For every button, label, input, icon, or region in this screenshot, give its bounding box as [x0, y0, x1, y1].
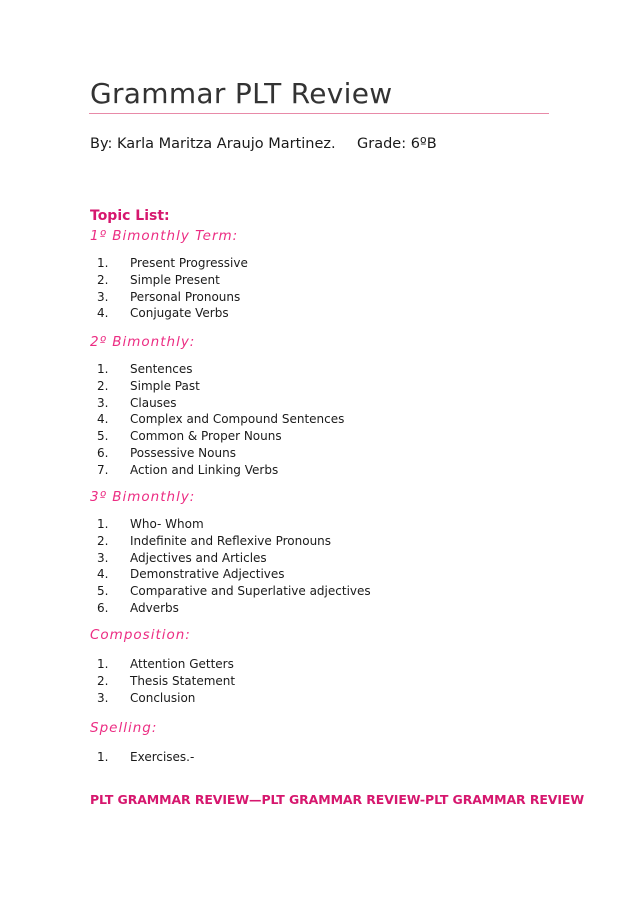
list-item-text: Adjectives and Articles — [130, 550, 267, 565]
list-item — [97, 462, 344, 479]
list-item-text: Sentences — [130, 362, 193, 376]
list-item-text: Simple Past — [130, 378, 200, 393]
list-item — [97, 533, 371, 550]
list-item-text: Common & Proper Nouns — [130, 429, 282, 444]
list-item-text: Complex and Compound Sentences — [130, 412, 345, 427]
list-item-number: 2. — [97, 673, 109, 688]
list-item-number: 3. — [97, 395, 109, 410]
list-item-text: Demonstrative Adjectives — [130, 567, 285, 582]
list-item-number: 7. — [97, 462, 109, 477]
list-item-number: 5. — [97, 584, 109, 599]
list-item-number: 1. — [97, 517, 109, 531]
list-item-number: 5. — [97, 429, 109, 444]
list-item-text: Present Progressive — [130, 256, 248, 270]
list-item-number: 4. — [97, 306, 109, 321]
list-item — [97, 378, 344, 395]
list-item-number: 3. — [97, 550, 109, 565]
list-item — [97, 749, 194, 766]
topic-list-heading: Topic List: — [90, 208, 170, 224]
list-item-text: Indefinite and Reflexive Pronouns — [130, 533, 332, 548]
section-heading-3rd-bimonthly: 3º Bimonthly: — [90, 489, 196, 505]
topic-list-composition — [97, 656, 235, 706]
list-item-number: 6. — [97, 600, 109, 615]
list-item — [97, 690, 235, 707]
list-item — [97, 272, 248, 289]
section-heading-2nd-bimonthly: 2º Bimonthly: — [90, 334, 196, 350]
author-byline: By: Karla Maritza Araujo Martinez. — [90, 136, 336, 152]
list-item-number: 1. — [97, 362, 109, 376]
list-item — [97, 516, 371, 533]
list-item-number: 2. — [97, 533, 109, 548]
list-item-number: 3. — [97, 289, 109, 304]
list-item-number: 1. — [97, 750, 109, 764]
list-item-number: 2. — [97, 378, 109, 393]
list-item-number: 4. — [97, 567, 109, 582]
list-item — [97, 550, 371, 567]
list-item — [97, 673, 235, 690]
list-item-text: Thesis Statement — [130, 673, 236, 688]
list-item-number: 6. — [97, 445, 109, 460]
list-item — [97, 445, 344, 462]
list-item-number: 1. — [97, 256, 109, 270]
list-item-text: Attention Getters — [130, 657, 234, 671]
list-item-text: Conjugate Verbs — [130, 306, 229, 321]
list-item-text: Comparative and Superlative adjectives — [130, 584, 371, 599]
list-item-text: Who- Whom — [130, 517, 204, 531]
list-item — [97, 305, 248, 322]
list-item — [97, 361, 344, 378]
list-item-text: Exercises.- — [130, 750, 195, 764]
list-item — [97, 395, 344, 412]
list-item-text: Adverbs — [130, 600, 179, 615]
list-item-number: 3. — [97, 690, 109, 705]
title-underline-rule — [89, 113, 549, 114]
list-item-text: Conclusion — [130, 690, 196, 705]
list-item — [97, 583, 371, 600]
list-item-text: Action and Linking Verbs — [130, 462, 279, 477]
topic-list-1st-bimonthly — [97, 255, 248, 322]
topic-list-3rd-bimonthly — [97, 516, 371, 617]
list-item — [97, 289, 248, 306]
section-heading-composition: Composition: — [90, 627, 191, 643]
list-item-text: Simple Present — [130, 272, 220, 287]
list-item — [97, 428, 344, 445]
list-item-number: 4. — [97, 412, 109, 427]
list-item — [97, 600, 371, 617]
grade-label: Grade: 6ºB — [357, 136, 437, 152]
list-item-number: 1. — [97, 657, 109, 671]
list-item-number: 2. — [97, 272, 109, 287]
list-item-text: Personal Pronouns — [130, 289, 241, 304]
list-item — [97, 656, 235, 673]
topic-list-2nd-bimonthly — [97, 361, 344, 479]
topic-list-spelling — [97, 749, 194, 766]
list-item — [97, 566, 371, 583]
footer-banner: PLT GRAMMAR REVIEW—PLT GRAMMAR REVIEW-PLT GRAMMAR REVIEW — [90, 792, 585, 807]
document-title: Grammar PLT Review — [90, 77, 393, 110]
list-item-text: Clauses — [130, 395, 177, 410]
section-heading-spelling: Spelling: — [90, 720, 158, 736]
list-item — [97, 411, 344, 428]
list-item-text: Possessive Nouns — [130, 445, 236, 460]
list-item — [97, 255, 248, 272]
section-heading-1st-bimonthly: 1º Bimonthly Term: — [90, 228, 239, 244]
